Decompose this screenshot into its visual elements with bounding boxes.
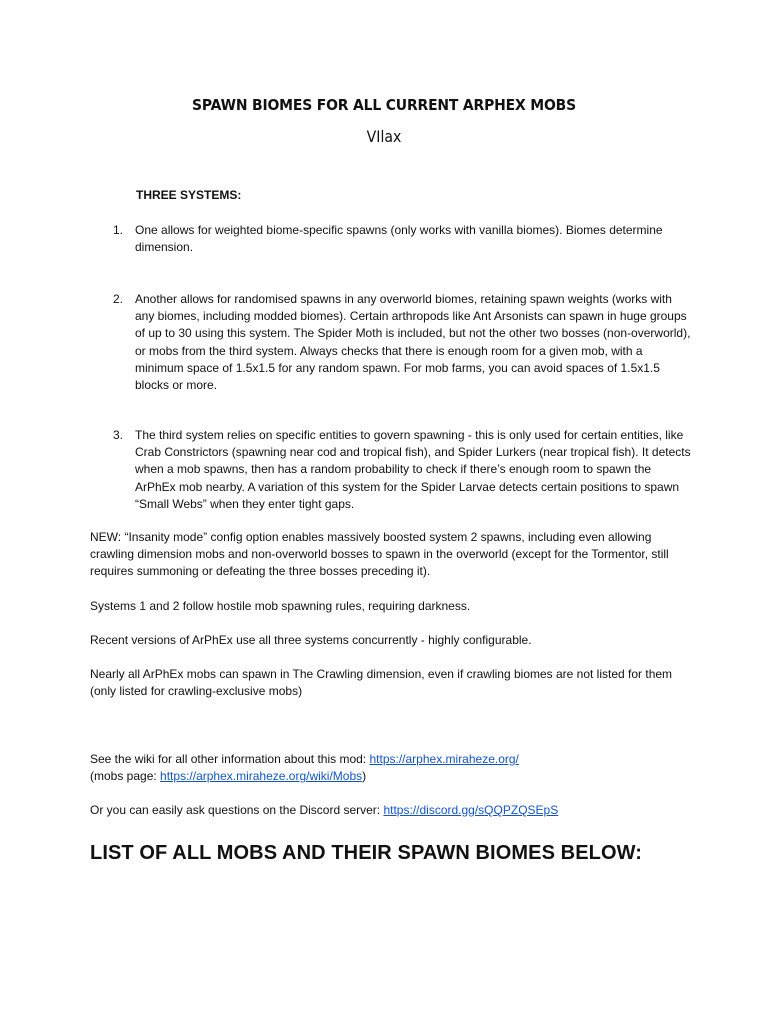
mob-list-heading: LIST OF ALL MOBS AND THEIR SPAWN BIOMES BELOW:	[90, 842, 643, 864]
recent-versions-paragraph: Recent versions of ArPhEx use all three systems concurrently - highly configurable.	[90, 633, 532, 647]
wiki-link[interactable]: https://arphex.miraheze.org/	[369, 752, 519, 766]
mobs-page-suffix: )	[362, 769, 367, 784]
discord-paragraph	[90, 802, 690, 819]
mobs-page-prefix: (mobs page:	[90, 769, 161, 784]
list-number: 1.	[113, 223, 124, 237]
insanity-mode-paragraph: NEW: “Insanity mode” config option enables massively boosted system 2 spawns, including even allowing crawling dimension mobs and non-overworld bosses to spawn in the overworld (except for the Tormentor, still requires summoning or defeating the three bosses preceding it).	[90, 530, 669, 579]
hostile-rules-paragraph: Systems 1 and 2 follow hostile mob spawning rules, requiring darkness.	[90, 599, 471, 613]
list-text: One allows for weighted biome-specific spawns (only works with vanilla biomes). Biomes determine dimension.	[135, 223, 663, 255]
discord-prefix: Or you can easily ask questions on the Discord server:	[90, 803, 384, 817]
document-title: SPAWN BIOMES FOR ALL CURRENT ARPHEX MOBS	[192, 96, 576, 114]
wiki-prefix: See the wiki for all other information about this mod:	[90, 752, 370, 766]
list-number: 2.	[113, 292, 124, 306]
list-item	[113, 427, 693, 513]
mobs-page-link[interactable]: https://arphex.miraheze.org/wiki/Mobs	[160, 769, 363, 784]
discord-link[interactable]: https://discord.gg/sQQPZQSEpS	[383, 803, 559, 817]
list-number: 3.	[113, 428, 124, 442]
list-text: The third system relies on specific entities to govern spawning - this is only used for certain entities, like Crab Constrictors (spawning near cod and tropical fish), and Spider Lurkers (near tropical fish). It detects when a mob spawns, then has a random probability to check if there’s enough room to spawn the ArPhEx mob nearby. A variation of this system for the Spider Larvae detects certain positions to spawn “Small Webs” when they enter tight gaps.	[135, 428, 691, 511]
systems-heading: THREE SYSTEMS:	[136, 188, 242, 202]
list-item	[113, 222, 693, 256]
wiki-paragraph	[90, 751, 690, 785]
crawling-dimension-paragraph: Nearly all ArPhEx mobs can spawn in The Crawling dimension, even if crawling biomes are not listed for them (only listed for crawling-exclusive mobs)	[90, 667, 673, 699]
document-author: VIlax	[366, 127, 402, 146]
list-item	[113, 291, 693, 394]
list-text: Another allows for randomised spawns in any overworld biomes, retaining spawn weights (works with any biomes, including modded biomes). Certain arthropods like Ant Arsonists can spawn in huge groups of up to 30 using this system. The Spider Moth is included, but not the other two bosses (non-overworld), or mobs from the third system. Always checks that there is enough room for a given mob, with a minimum space of 1.5x1.5 for any random spawn. For mob farms, you can avoid spaces of 1.5x1.5 blocks or more.	[135, 292, 691, 393]
